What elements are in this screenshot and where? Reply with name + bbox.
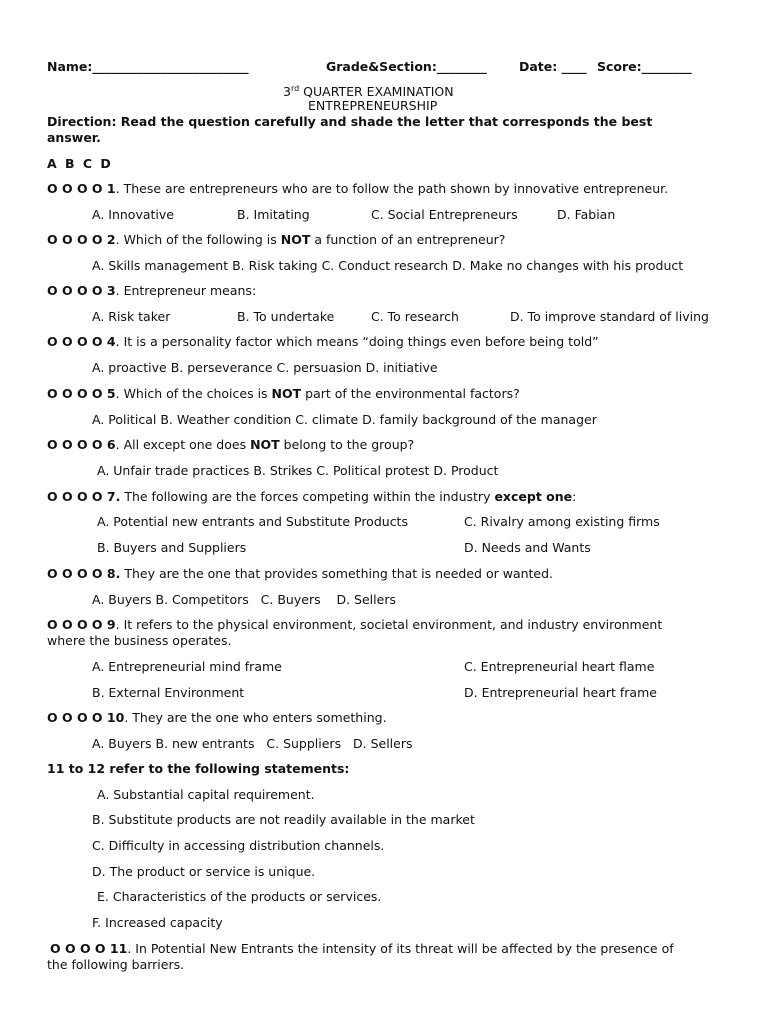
answer-bubbles: O O O O 4: [47, 334, 116, 349]
answer-bubbles: O O O O 8.: [47, 566, 121, 581]
score-field: Score:________: [597, 59, 692, 74]
question-text: . It refers to the physical environment, societal environment, and industry environment: [115, 617, 663, 632]
question-text: . Which of the following is: [115, 232, 281, 247]
question-text: a function of an entrepreneur?: [310, 232, 506, 247]
options-line: A. Buyers B. Competitors C. Buyers D. Sellers: [92, 592, 396, 607]
option: C. Rivalry among existing firms: [464, 514, 660, 529]
name-field: Name:_________________________: [47, 59, 249, 74]
question-text: . Which of the choices is: [115, 386, 272, 401]
option: B. To undertake: [237, 309, 335, 324]
option: D. To improve standard of living: [510, 309, 709, 324]
question-text: . All except one does: [115, 437, 251, 452]
choice-letters: A B C D: [47, 156, 111, 171]
option: B. External Environment: [92, 685, 245, 700]
option: D. Fabian: [557, 207, 616, 222]
option: B. Buyers and Suppliers: [97, 540, 247, 555]
direction-line-1: Direction: Read the question carefully and shade the letter that corresponds the best: [47, 114, 653, 129]
question-emphasis: NOT: [280, 232, 311, 247]
question-text: . These are entrepreneurs who are to follow the path shown by innovative entrepreneur.: [115, 181, 669, 196]
question-9: [47, 617, 662, 632]
subject-title: ENTREPRENEURSHIP: [308, 98, 438, 113]
quarter-title: QUARTER EXAMINATION: [299, 84, 454, 99]
options-line: A. Buyers B. new entrants C. Suppliers D. Sellers: [92, 736, 413, 751]
question-6: [47, 437, 414, 452]
question-text: . It is a personality factor which means “doing things even before being told”: [115, 334, 599, 349]
option: C. Entrepreneurial heart flame: [464, 659, 655, 674]
statement-item: C. Difficulty in accessing distribution channels.: [92, 838, 385, 853]
question-10: [47, 710, 387, 725]
statement-item: D. The product or service is unique.: [92, 864, 316, 879]
answer-bubbles: O O O O 2: [47, 232, 116, 247]
question-text: . They are the one who enters something.: [124, 710, 387, 725]
question-text-continued: where the business operates.: [47, 633, 232, 648]
question-text: :: [572, 489, 577, 504]
question-text: . In Potential New Entrants the intensity of its threat will be affected by the presence of: [127, 941, 674, 956]
answer-bubbles: O O O O 6: [47, 437, 116, 452]
option: B. Imitating: [237, 207, 310, 222]
question-8: [47, 566, 553, 581]
statements-heading: 11 to 12 refer to the following statements:: [47, 761, 350, 776]
answer-bubbles: O O O O 9: [47, 617, 116, 632]
option: A. Entrepreneurial mind frame: [92, 659, 282, 674]
statement-item: A. Substantial capital requirement.: [97, 787, 315, 802]
question-text: belong to the group?: [279, 437, 415, 452]
option: A. Risk taker: [92, 309, 171, 324]
quarter-number: 3: [283, 84, 291, 99]
answer-bubbles: O O O O 5: [47, 386, 116, 401]
option: A. Potential new entrants and Substitute Products: [97, 514, 408, 529]
answer-bubbles: O O O O 10: [47, 710, 125, 725]
question-2: [47, 232, 505, 247]
question-1: [47, 181, 668, 196]
question-text-continued: the following barriers.: [47, 957, 185, 972]
option: D. Entrepreneurial heart frame: [464, 685, 657, 700]
options-line: A. proactive B. perseverance C. persuasion D. initiative: [92, 360, 438, 375]
option: D. Needs and Wants: [464, 540, 591, 555]
exam-title: [283, 84, 454, 99]
question-text: part of the environmental factors?: [301, 386, 520, 401]
answer-bubbles: O O O O 3: [47, 283, 116, 298]
question-emphasis: except one: [494, 489, 573, 504]
grade-section-field: Grade&Section:________: [326, 59, 487, 74]
question-text: The following are the forces competing within the industry: [120, 489, 495, 504]
question-7: [47, 489, 576, 504]
answer-bubbles: O O O O 1: [47, 181, 116, 196]
question-text: They are the one that provides something that is needed or wanted.: [120, 566, 554, 581]
answer-bubbles: O O O O 11: [50, 941, 128, 956]
date-field: Date: ____: [519, 59, 587, 74]
options-line: A. Skills management B. Risk taking C. Conduct research D. Make no changes with his product: [92, 258, 684, 273]
option: A. Innovative: [92, 207, 174, 222]
question-emphasis: NOT: [271, 386, 302, 401]
options-line: A. Unfair trade practices B. Strikes C. Political protest D. Product: [97, 463, 499, 478]
options-line: A. Political B. Weather condition C. climate D. family background of the manager: [92, 412, 597, 427]
question-4: [47, 334, 599, 349]
question-emphasis: NOT: [250, 437, 280, 452]
statement-item: B. Substitute products are not readily available in the market: [92, 812, 475, 827]
question-5: [47, 386, 520, 401]
option: C. Social Entrepreneurs: [371, 207, 518, 222]
direction-line-2: answer.: [47, 130, 101, 145]
question-text: . Entrepreneur means:: [115, 283, 257, 298]
statement-item: F. Increased capacity: [92, 915, 223, 930]
question-3: [47, 283, 256, 298]
answer-bubbles: O O O O 7.: [47, 489, 121, 504]
question-11: [50, 941, 674, 956]
statement-item: E. Characteristics of the products or services.: [97, 889, 382, 904]
option: C. To research: [371, 309, 459, 324]
quarter-ordinal: rd: [290, 83, 300, 93]
